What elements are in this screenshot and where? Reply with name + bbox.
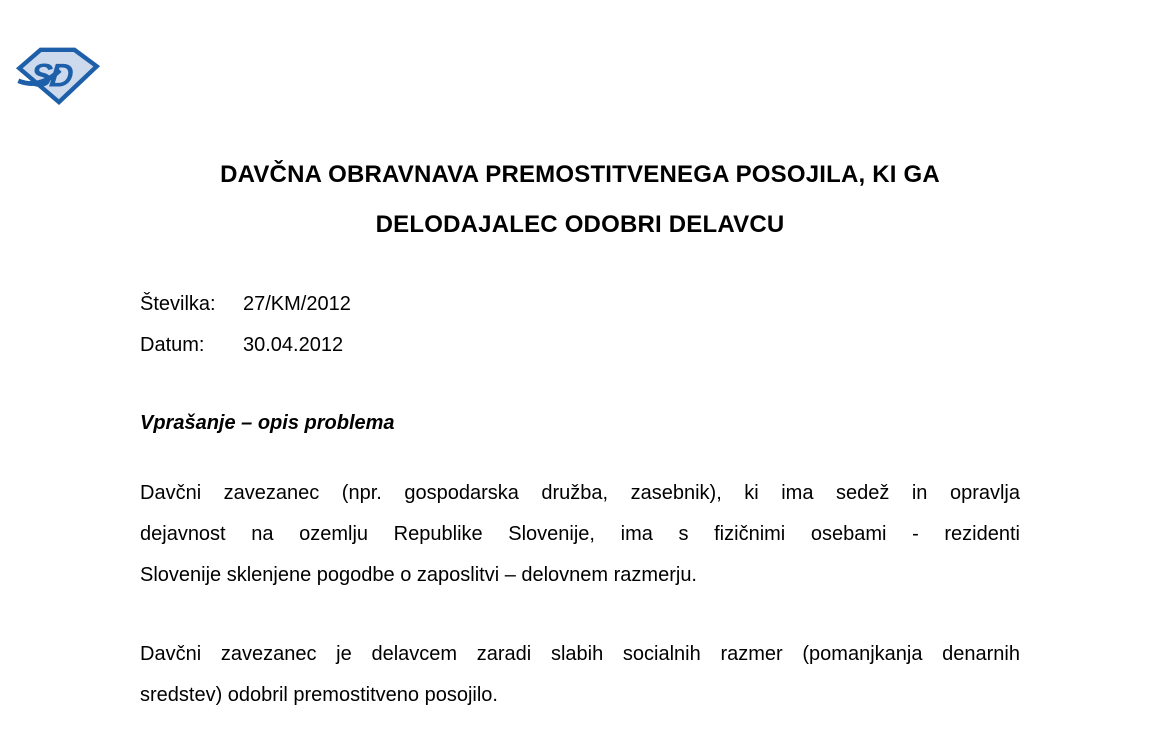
date-value: 30.04.2012 (243, 334, 344, 356)
section-heading-question: Vprašanje – opis problema (140, 412, 395, 434)
logo-letters: SD (28, 56, 73, 94)
paragraph-2-line-1: Davčni zavezanec je delavcem zaradi slabih socialnih razmer (pomanjkanja denarnih (140, 643, 1020, 665)
document-title-line-1: DAVČNA OBRAVNAVA PREMOSTITVENEGA POSOJILA, KI GA (220, 161, 940, 188)
paragraph-1-line-3: Slovenije sklenjene pogodbe o zaposlitvi – delovnem razmerju. (140, 564, 697, 586)
document-title-line-2: DELODAJALEC ODOBRI DELAVCU (375, 211, 785, 238)
paragraph-2-line-2: sredstev) odobril premostitveno posojilo. (140, 684, 498, 706)
document-content (140, 0, 1020, 743)
reference-number-label: Številka: (140, 293, 216, 315)
date-label: Datum: (140, 334, 205, 356)
paragraph-1 (140, 473, 1020, 596)
reference-number-value: 27/KM/2012 (243, 293, 351, 315)
reference-number-row (140, 284, 1020, 325)
sd-logo (14, 45, 102, 105)
paragraph-1-line-1: Davčni zavezanec (npr. gospodarska družba, zasebnik), ki ima sedež in opravlja (140, 482, 1020, 504)
paragraph-2 (140, 634, 1020, 716)
paragraph-1-line-2: dejavnost na ozemlju Republike Slovenije, ima s fizičnimi osebami - rezidenti (140, 523, 1020, 545)
date-row (140, 325, 1020, 366)
